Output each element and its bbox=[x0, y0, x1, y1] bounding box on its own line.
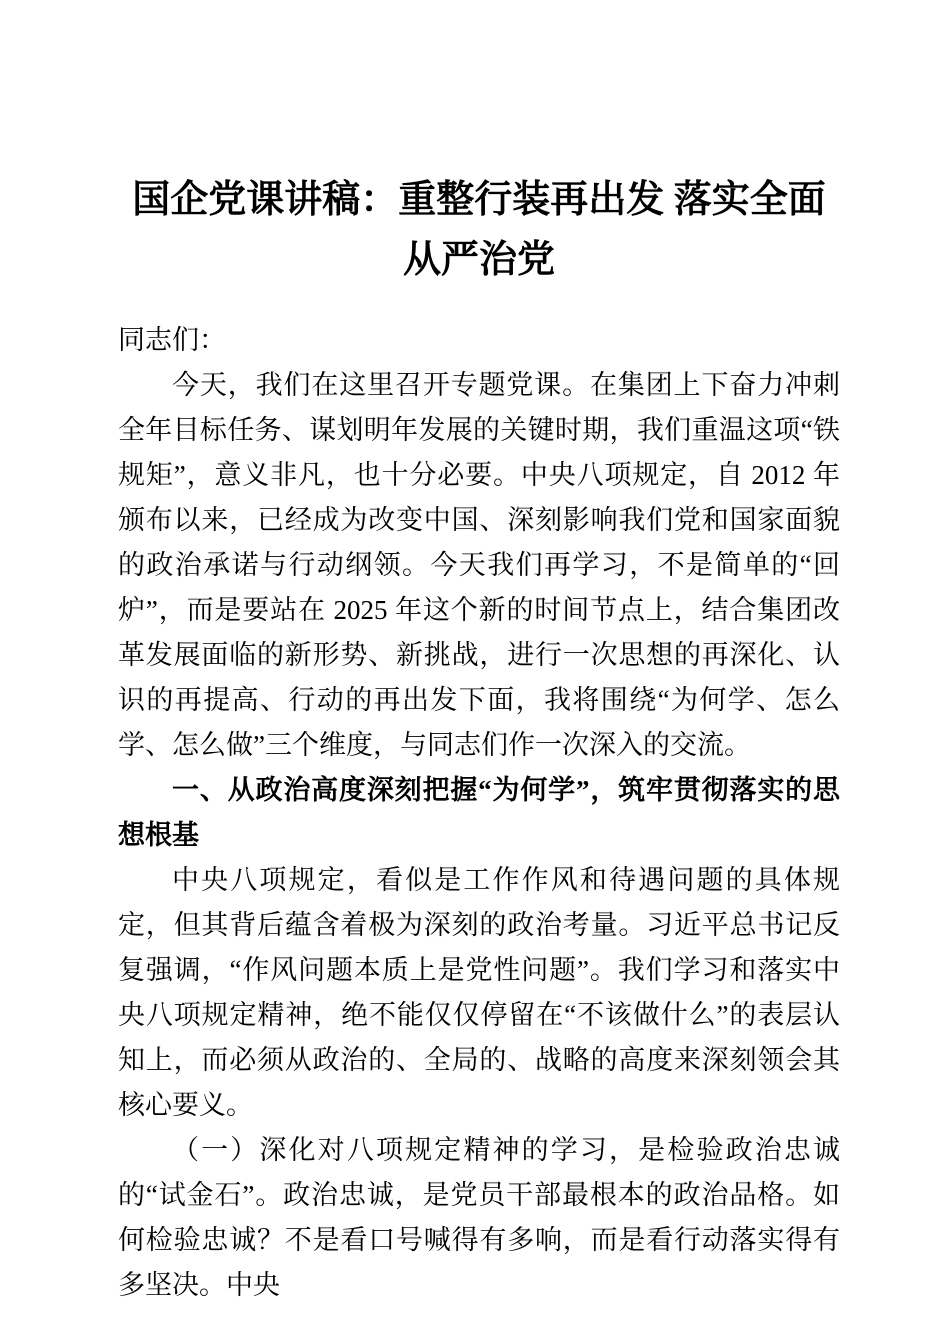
paragraph-body-2: （一）深化对八项规定精神的学习，是检验政治忠诚的“试金石”。政治忠诚，是党员干部最根本的政治品格。如何检验忠诚？不是看口号喊得有多响，而是看行动落实得有多坚决。中央 bbox=[118, 1135, 840, 1300]
document-title: 国企党课讲稿：重整行装再出发 落实全面从严治党 bbox=[132, 179, 826, 281]
paragraph-salutation: 同志们： bbox=[118, 325, 226, 355]
paragraph-body-1: 中央八项规定，看似是工作作风和待遇问题的具体规定，但其背后蕴含着极为深刻的政治考量。习近平总书记反复强调，“作风问题本质上是党性问题”。我们学习和落实中央八项规定精神，绝不能仅仅停留在“不该做什么”的表层认知上，而必须从政治的、全局的、战略的高度来深刻领会其核心要义。 bbox=[118, 865, 840, 1120]
section-heading-1: 一、从政治高度深刻把握“为何学”，筑牢贯彻落实的思想根基 bbox=[118, 775, 840, 850]
paragraph-intro: 今天，我们在这里召开专题党课。在集团上下奋力冲刺全年目标任务、谋划明年发展的关键时期，我们重温这项“铁规矩”，意义非凡，也十分必要。中央八项规定，自 2012 年颁布以来，已经成为改变中国、深刻影响我们党和国家面貌的政治承诺与行动纲领。今天我们再学习，不是简单的“回炉”，而是要站在 2025 年这个新的时间节点上，结合集团改革发展面临的新形势、新挑战，进行一次思想的再深化、认识的再提高、行动的再出发下面，我将围绕“为何学、怎么学、怎么做”三个维度，与同志们作一次深入的交流。 bbox=[118, 370, 840, 760]
